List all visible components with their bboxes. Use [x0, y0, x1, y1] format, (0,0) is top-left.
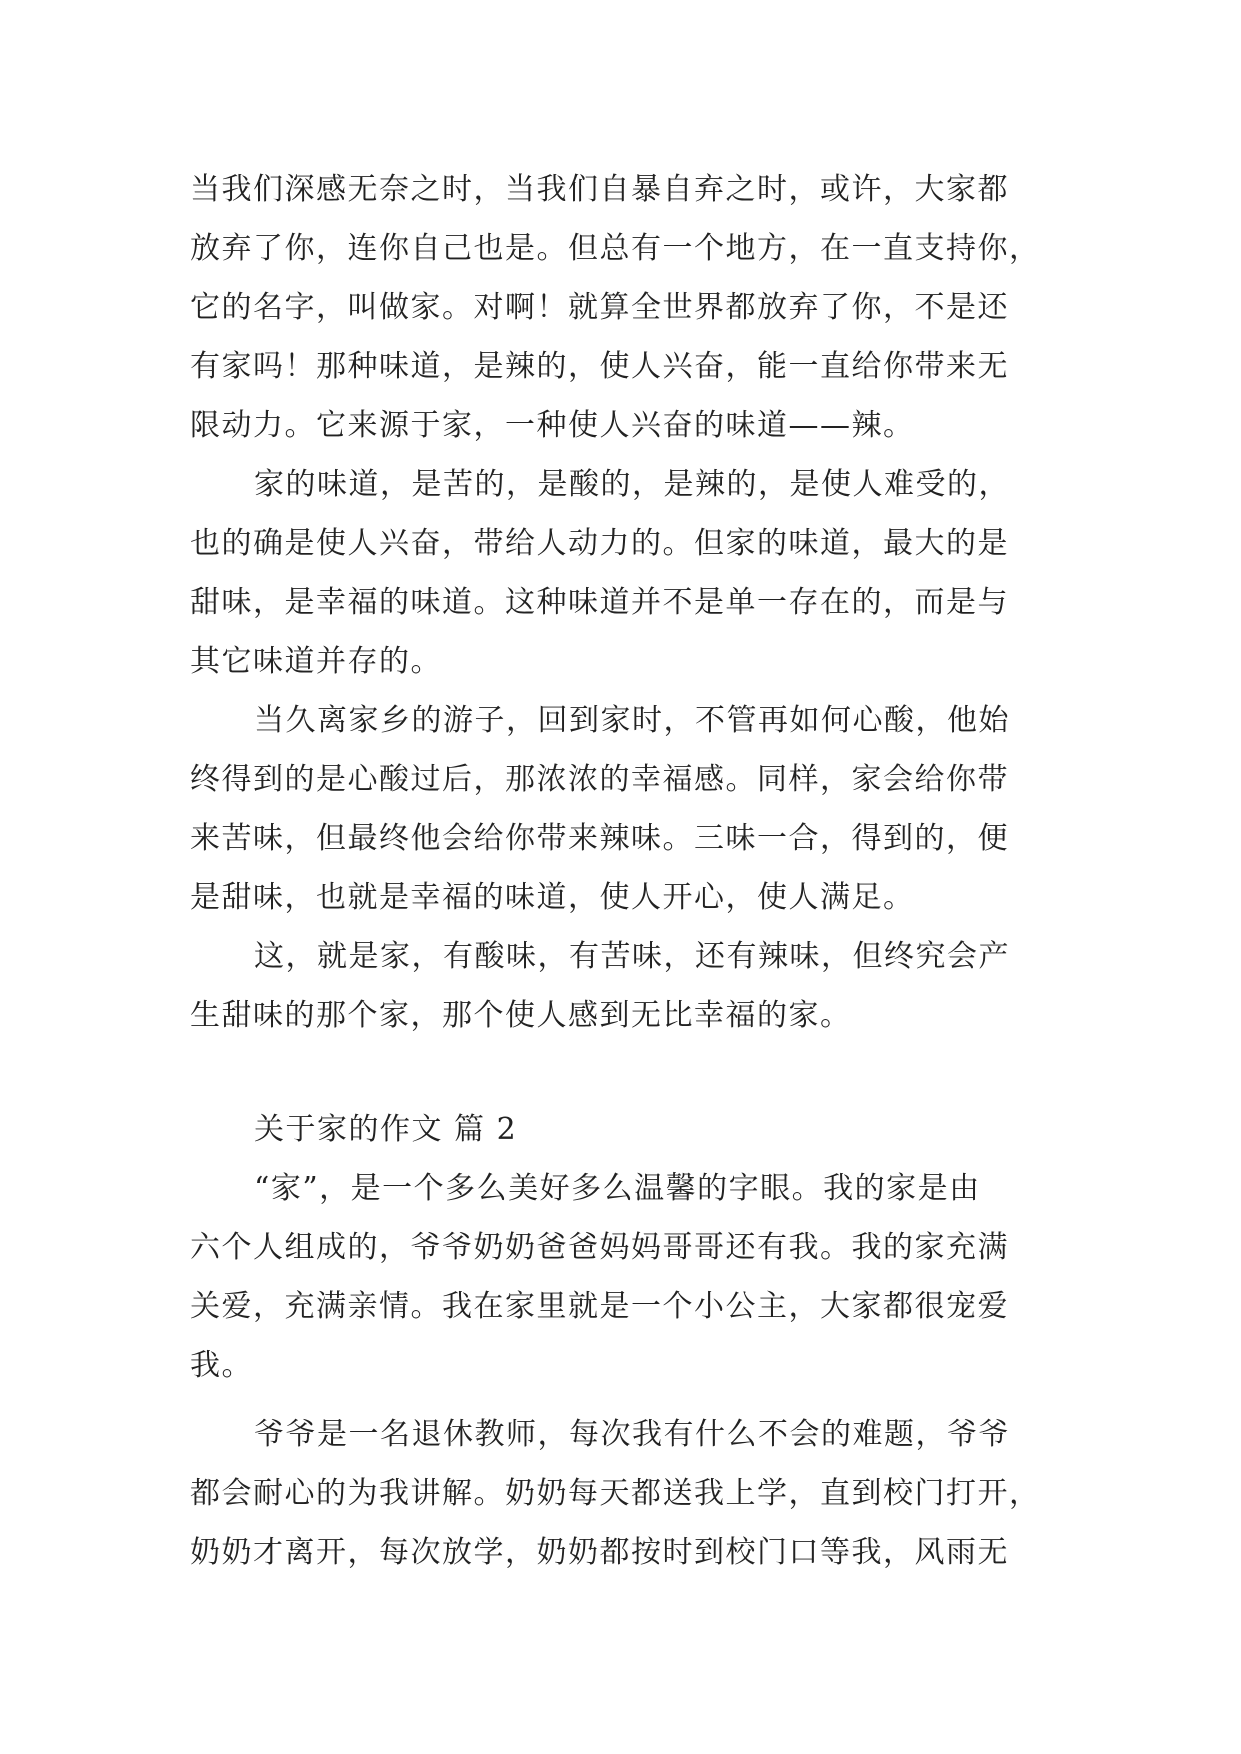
text-line: 生甜味的那个家，那个使人感到无比幸福的家。	[190, 998, 852, 1033]
document-body	[190, 160, 1060, 1582]
paragraph-6	[190, 1405, 1060, 1582]
paragraph-5	[190, 1159, 1060, 1395]
text-line: 也的确是使人兴奋，带给人动力的。但家的味道，最大的是	[190, 526, 1009, 561]
text-line: 甜味，是幸福的味道。这种味道并不是单一存在的，而是与	[190, 585, 1009, 620]
text-line: “家”，是一个多么美好多么温馨的字眼。我的家是由	[254, 1171, 981, 1206]
text-line: 家的味道，是苦的，是酸的，是辣的，是使人难受的，	[254, 467, 1010, 502]
paragraph-3	[190, 691, 1060, 927]
text-line: 放弃了你，连你自己也是。但总有一个地方，在一直支持你，	[190, 231, 1041, 266]
section-heading: 关于家的作文 篇 2	[254, 1112, 518, 1147]
text-line: 我。	[190, 1348, 253, 1383]
text-line: 关爱，充满亲情。我在家里就是一个小公主，大家都很宠爱	[190, 1289, 1009, 1324]
text-line: 其它味道并存的。	[190, 644, 442, 679]
section-spacer	[190, 1045, 1060, 1100]
text-line: 奶奶才离开，每次放学，奶奶都按时到校门口等我，风雨无	[190, 1535, 1009, 1570]
text-line: 限动力。它来源于家，一种使人兴奋的味道——辣。	[190, 408, 915, 443]
paragraph-4	[190, 927, 1060, 1045]
paragraph-1	[190, 160, 1060, 455]
text-line: 当久离家乡的游子，回到家时，不管再如何心酸，他始	[254, 703, 1010, 738]
text-line: 来苦味，但最终他会给你带来辣味。三味一合，得到的，便	[190, 821, 1009, 856]
text-line: 是甜味，也就是幸福的味道，使人开心，使人满足。	[190, 880, 915, 915]
text-line: 都会耐心的为我讲解。奶奶每天都送我上学，直到校门打开，	[190, 1476, 1041, 1511]
text-line: 爷爷是一名退休教师，每次我有什么不会的难题，爷爷	[254, 1417, 1010, 1452]
text-line: 当我们深感无奈之时，当我们自暴自弃之时，或许，大家都	[190, 172, 1009, 207]
text-line: 终得到的是心酸过后，那浓浓的幸福感。同样，家会给你带	[190, 762, 1009, 797]
text-line: 六个人组成的，爷爷奶奶爸爸妈妈哥哥还有我。我的家充满	[190, 1230, 1009, 1265]
paragraph-2	[190, 455, 1060, 691]
text-line: 有家吗！那种味道，是辣的，使人兴奋，能一直给你带来无	[190, 349, 1009, 384]
text-line: 这，就是家，有酸味，有苦味，还有辣味，但终究会产	[254, 939, 1010, 974]
text-line: 它的名字，叫做家。对啊！就算全世界都放弃了你，不是还	[190, 290, 1009, 325]
